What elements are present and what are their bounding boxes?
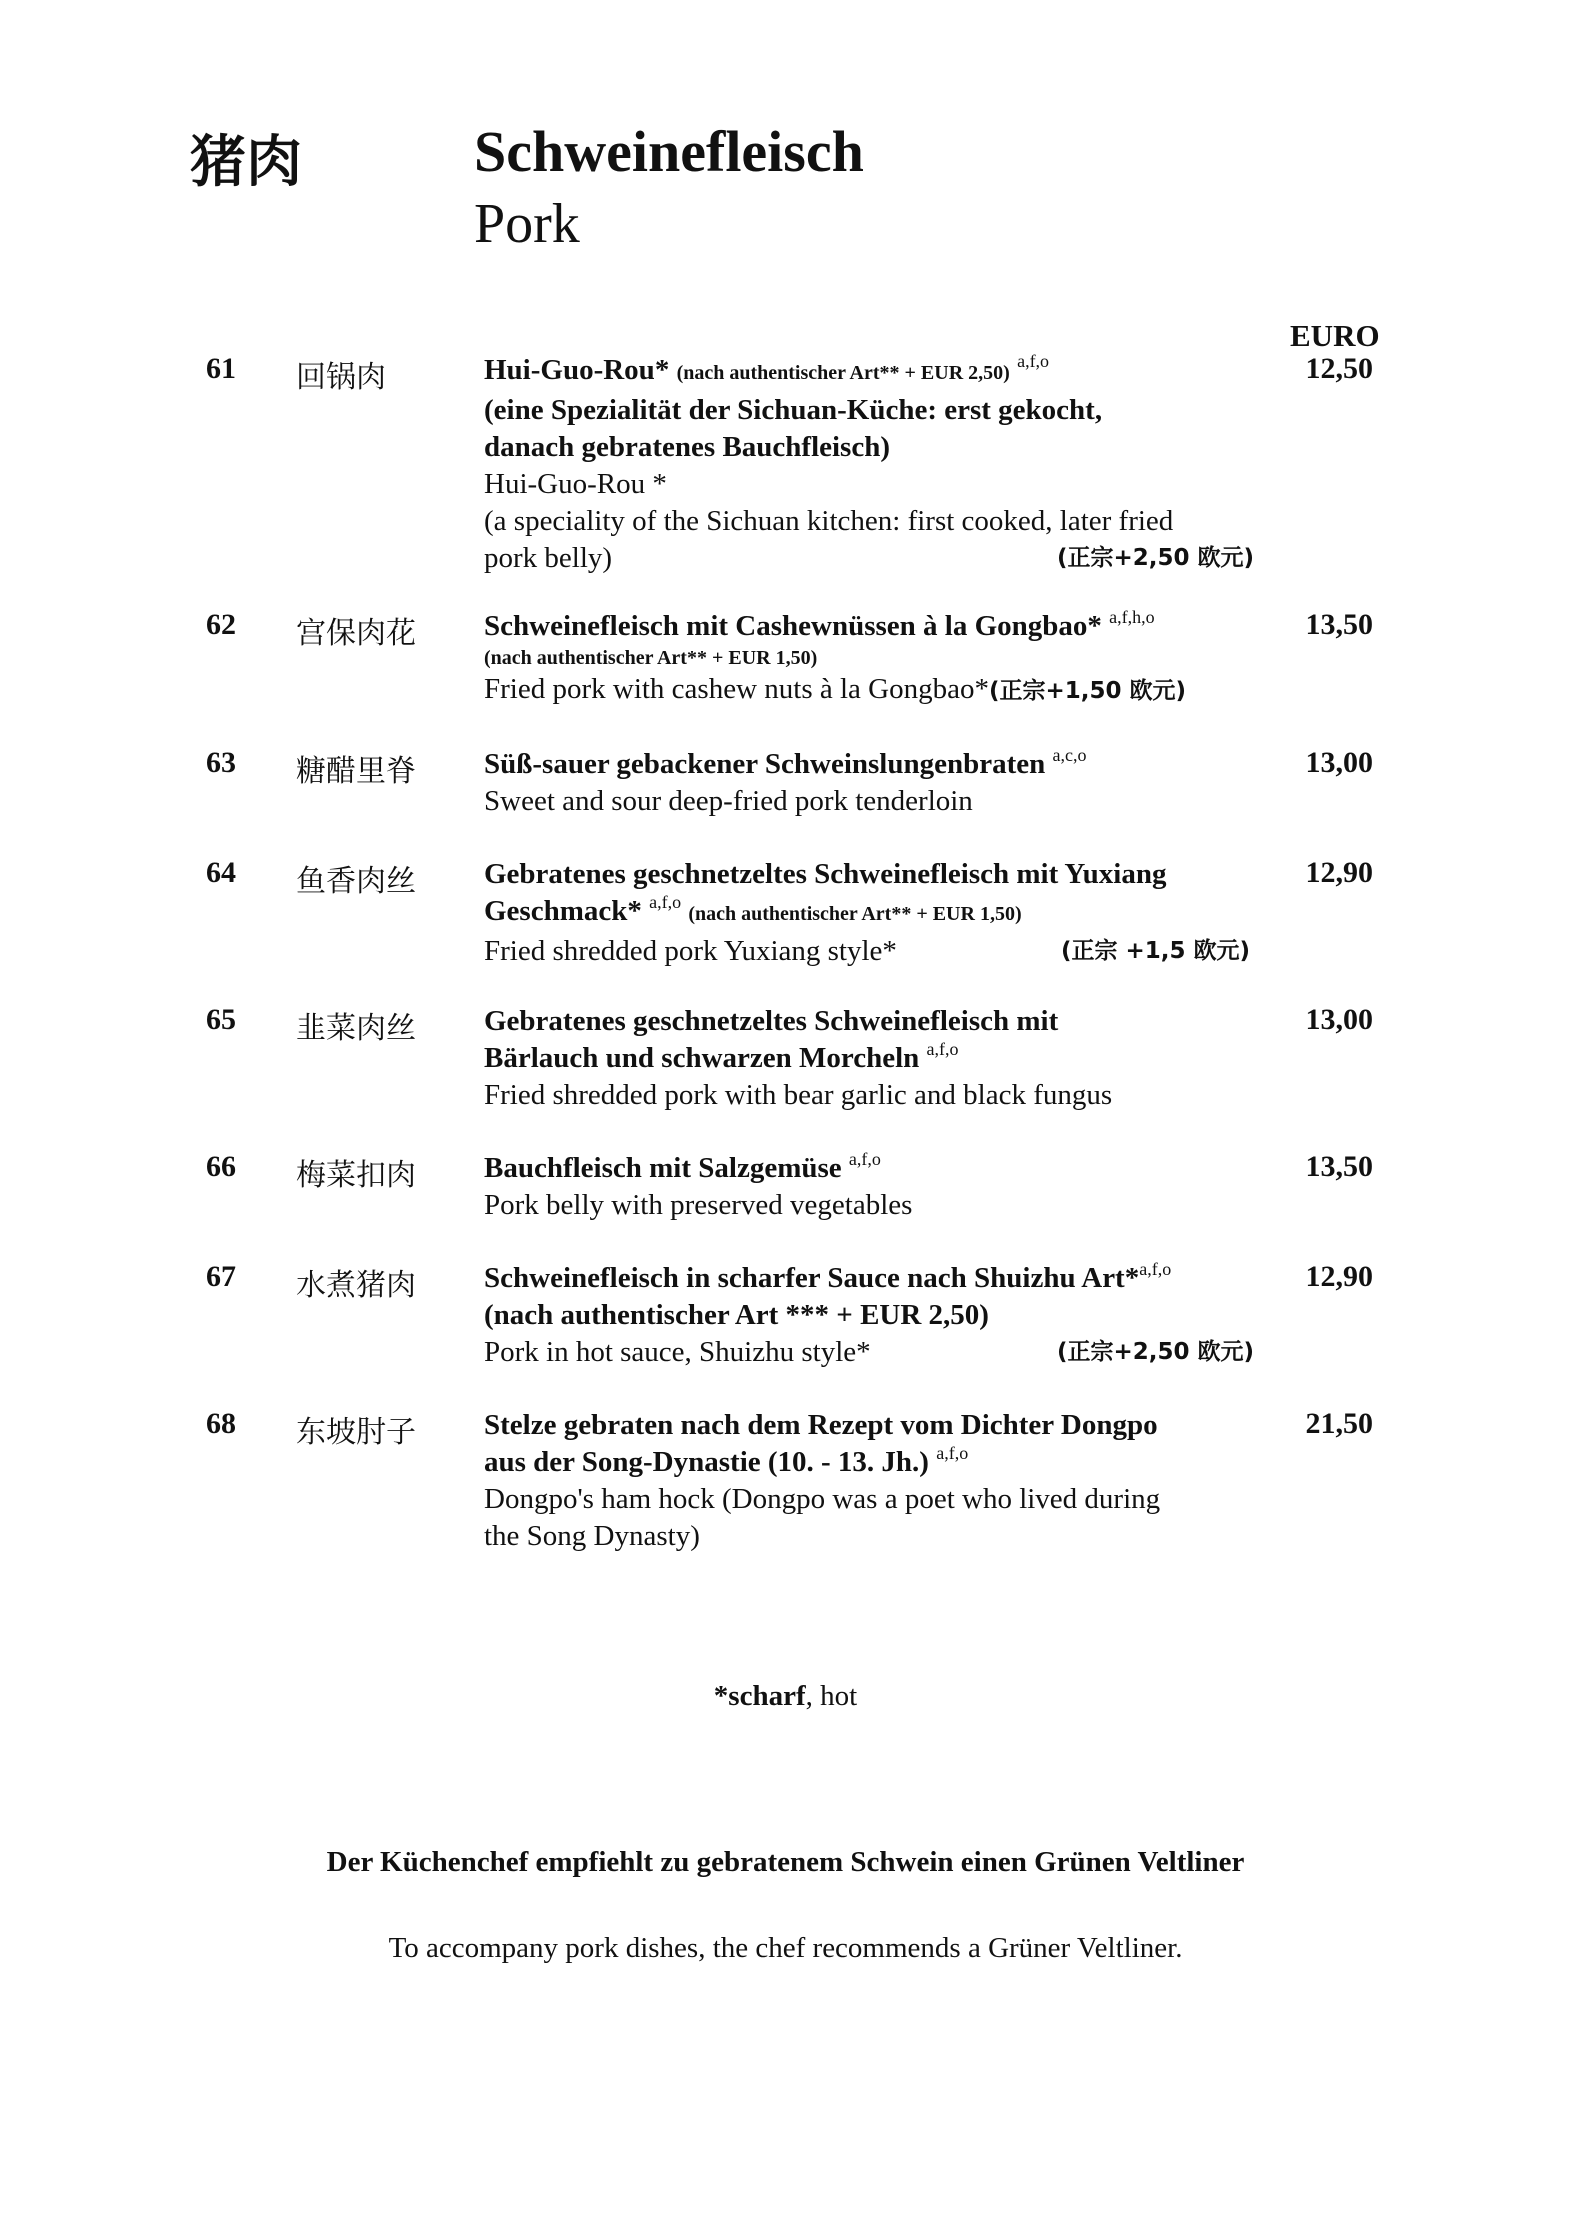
- item-allergens: a,f,o: [848, 1149, 881, 1169]
- item-english-name: Fried shredded pork with bear garlic and black fungus: [484, 1079, 1113, 1111]
- item-number: 68: [206, 1407, 236, 1440]
- item-german-name: Süß-sauer gebackener Schweinslungenbraten: [484, 748, 1046, 780]
- item-german-name-cont: aus der Song-Dynastie (10. - 13. Jh.): [484, 1446, 929, 1478]
- item-german-name-cont: Bärlauch und schwarzen Morcheln: [484, 1042, 920, 1074]
- spicy-legend-english: , hot: [805, 1680, 858, 1712]
- item-number: 67: [206, 1260, 236, 1293]
- item-english-name: Sweet and sour deep-fried pork tenderloin: [484, 785, 973, 817]
- item-chinese-name: 糖醋里脊: [296, 754, 416, 789]
- item-allergens: a,f,h,o: [1109, 607, 1155, 627]
- item-german-name: Gebratenes geschnetzeltes Schweinefleisch mit Yuxiang: [484, 858, 1167, 890]
- item-german-desc-line: (eine Spezialität der Sichuan-Küche: erst gekocht,: [484, 394, 1103, 426]
- item-english-name: Pork in hot sauce, Shuizhu style*: [484, 1336, 871, 1368]
- item-price: 21,50: [1305, 1407, 1373, 1440]
- item-authentic-note-chinese: (正宗+2,50 欧元): [1056, 545, 1254, 571]
- chef-recommendation-english: To accompany pork dishes, the chef recommends a Grüner Veltliner.: [388, 1932, 1183, 1964]
- item-price: 13,50: [1305, 608, 1373, 641]
- item-german-desc-line: danach gebratenes Bauchfleisch): [484, 431, 890, 463]
- item-authentic-note: (nach authentischer Art** + EUR 2,50): [676, 362, 1010, 384]
- item-chinese-name: 梅菜扣肉: [296, 1158, 416, 1193]
- item-number: 65: [206, 1003, 236, 1036]
- currency-header: EURO: [1290, 318, 1380, 353]
- item-chinese-name: 回锅肉: [296, 360, 386, 395]
- item-number: 62: [206, 608, 236, 641]
- item-description: [484, 1407, 1254, 1555]
- chef-recommendation-german: Der Küchenchef empfiehlt zu gebratenem Schwein einen Grünen Veltliner: [326, 1846, 1245, 1878]
- item-german-name: Hui-Guo-Rou*: [484, 354, 670, 386]
- section-title-german: Schweinefleisch: [474, 119, 864, 184]
- item-allergens: a,f,o: [649, 892, 682, 912]
- item-description: [484, 608, 1254, 710]
- item-english-name: Fried shredded pork Yuxiang style*: [484, 935, 897, 967]
- item-allergens: a,f,o: [1139, 1259, 1172, 1279]
- item-authentic-note-chinese: (正宗+1,50 欧元): [988, 678, 1187, 704]
- item-authentic-note: (nach authentischer Art *** + EUR 2,50): [484, 1299, 989, 1331]
- item-german-name: Schweinefleisch mit Cashewnüssen à la Gongbao*: [484, 610, 1102, 642]
- item-english-name: Pork belly with preserved vegetables: [484, 1189, 913, 1221]
- item-english-desc-line: (a speciality of the Sichuan kitchen: first cooked, later fried: [484, 505, 1174, 537]
- item-allergens: a,f,o: [1017, 351, 1050, 371]
- item-description: [484, 1150, 1254, 1224]
- item-english-desc-line: pork belly): [484, 542, 613, 574]
- item-price: 12,50: [1305, 352, 1373, 385]
- item-description: [484, 746, 1254, 820]
- item-english-name: Fried pork with cashew nuts à la Gongbao*: [484, 673, 989, 705]
- item-german-name: Gebratenes geschnetzeltes Schweinefleisch mit: [484, 1005, 1059, 1037]
- section-title-english: Pork: [474, 193, 580, 255]
- item-description: [484, 352, 1254, 577]
- item-description: [484, 1260, 1254, 1371]
- item-description: [484, 1003, 1254, 1114]
- spicy-legend: [0, 1680, 1571, 1713]
- item-allergens: a,f,o: [936, 1443, 969, 1463]
- item-chinese-name: 水煮猪肉: [296, 1268, 416, 1303]
- item-chinese-name: 韭菜肉丝: [296, 1011, 416, 1046]
- item-description: [484, 856, 1254, 970]
- item-english-name: Hui-Guo-Rou *: [484, 468, 667, 500]
- item-german-name: Bauchfleisch mit Salzgemüse: [484, 1152, 842, 1184]
- item-price: 12,90: [1305, 856, 1373, 889]
- item-authentic-note: (nach authentischer Art** + EUR 1,50): [484, 647, 818, 669]
- item-chinese-name: 东坡肘子: [296, 1415, 416, 1450]
- item-authentic-note: (nach authentischer Art** + EUR 1,50): [688, 903, 1022, 925]
- item-price: 13,00: [1305, 746, 1373, 779]
- item-authentic-note-chinese: (正宗 +1,5 欧元): [1060, 938, 1250, 964]
- item-number: 66: [206, 1150, 236, 1183]
- item-number: 63: [206, 746, 236, 779]
- item-authentic-note-chinese: (正宗+2,50 欧元): [1056, 1339, 1254, 1365]
- item-german-name: Schweinefleisch in scharfer Sauce nach Shuizhu Art*: [484, 1262, 1140, 1294]
- item-price: 12,90: [1305, 1260, 1373, 1293]
- item-german-name: Stelze gebraten nach dem Rezept vom Dichter Dongpo: [484, 1409, 1158, 1441]
- item-chinese-name: 鱼香肉丝: [296, 864, 416, 899]
- section-title-chinese: 猪肉: [190, 130, 302, 195]
- item-chinese-name: 宫保肉花: [296, 616, 416, 651]
- item-price: 13,50: [1305, 1150, 1373, 1183]
- item-number: 61: [206, 352, 236, 385]
- item-english-name-cont: the Song Dynasty): [484, 1520, 700, 1552]
- item-english-name: Dongpo's ham hock (Dongpo was a poet who lived during: [484, 1483, 1161, 1515]
- item-number: 64: [206, 856, 236, 889]
- item-german-name-cont: Geschmack*: [484, 895, 642, 927]
- item-allergens: a,f,o: [926, 1039, 959, 1059]
- spicy-legend-german: *scharf: [713, 1680, 806, 1712]
- item-allergens: a,c,o: [1052, 745, 1087, 765]
- item-price: 13,00: [1305, 1003, 1373, 1036]
